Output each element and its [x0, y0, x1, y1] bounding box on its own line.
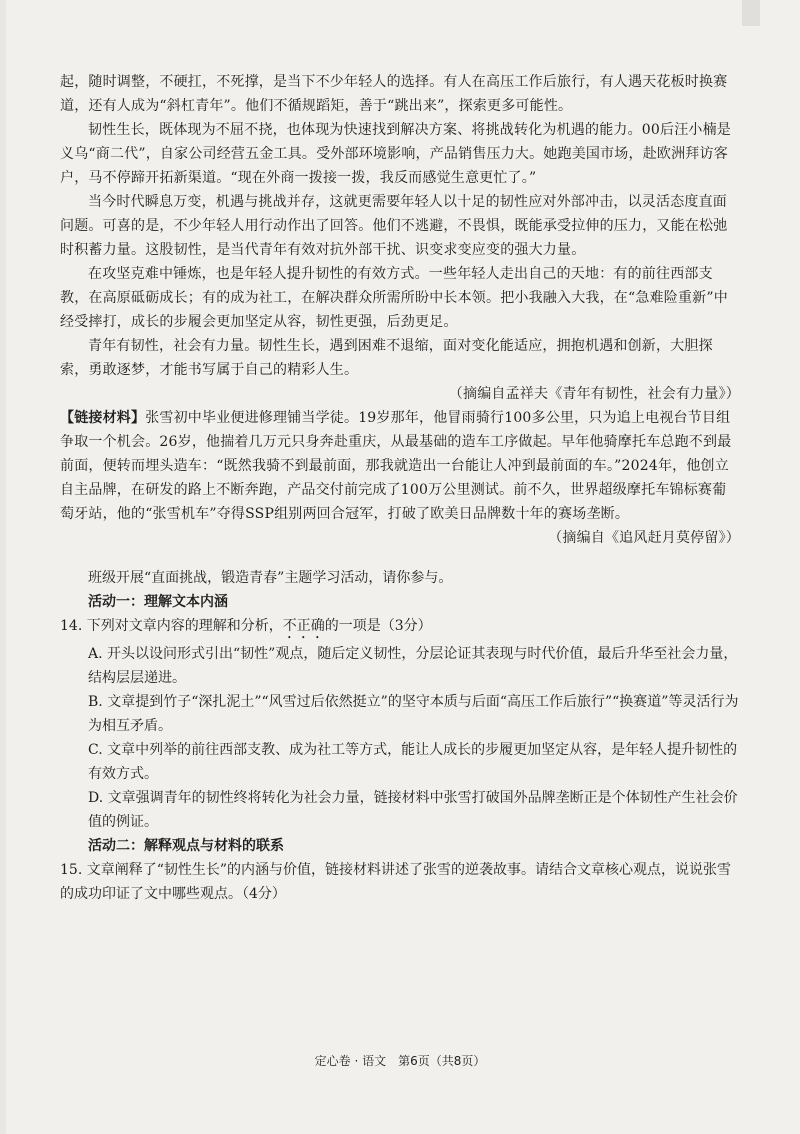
- option-d: D. 文章强调青年的韧性终将转化为社会力量，链接材料中张雪打破国外品牌垄断正是个体韧性产生社会价值的例证。: [88, 790, 738, 830]
- question-15-number: 15.: [60, 862, 83, 878]
- link-material: [60, 406, 740, 526]
- article-paragraph-5: 青年有韧性，社会有力量。韧性生长，遇到困难不退缩，面对变化能适应，拥抱机遇和创新，大胆探索，勇敢逐梦，才能书写属于自己的精彩人生。: [60, 338, 713, 378]
- question-14-stem-a: 下列对文章内容的理解和分析，: [86, 618, 283, 634]
- article-paragraph-2: 韧性生长，既体现为不屈不挠，也体现为快速找到解决方案、将挑战转化为机遇的能力。00后汪小楠是义乌“商二代”，自家公司经营五金工具。受外部环境影响，产品销售压力大。她跑美国市场，赴欧洲拜访客户，马不停蹄开拓新渠道。“现在外商一拨接一拨，我反而感觉生意更忙了。”: [60, 122, 732, 186]
- question-14-stem: [60, 614, 745, 642]
- page-footer: 定心卷 · 语文 第6页（共8页）: [314, 1054, 486, 1068]
- questions-section: [60, 566, 745, 906]
- article-paragraph-4: 在攻坚克难中锤炼，也是年轻人提升韧性的有效方式。一些年轻人走出自己的天地：有的前往西部支教，在高原砥砺成长；有的成为社工，在解决群众所需所盼中长本领。把小我融入大我，在“急难险重新”中经受摔打，成长的步履会更加坚定从容，韧性更强，后劲更足。: [60, 266, 728, 330]
- link-material-tag: 【链接材料】: [60, 410, 146, 426]
- option-a: A. 开头以设问形式引出“韧性”观点，随后定义韧性，分层论证其表现与时代价值，最后升华至社会力量，结构层层递进。: [88, 646, 738, 686]
- question-15-text: 文章阐释了“韧性生长”的内涵与价值，链接材料讲述了张雪的逆袭故事。请结合文章核心观点，说说张雪的成功印证了文中哪些观点。（4分）: [60, 862, 732, 902]
- article-paragraph-1: 起，随时调整，不硬扛，不死撑，是当下不少年轻人的选择。有人在高压工作后旅行，有人遇天花板时换赛道，还有人成为“斜杠青年”。他们不循规蹈矩，善于“跳出来”，探索更多可能性。: [60, 74, 728, 114]
- option-b: B. 文章提到竹子“深扎泥土”“风雪过后依然挺立”的坚守本质与后面“高压工作后旅行”“换赛道”等灵活行为为相互矛盾。: [88, 694, 739, 734]
- article-paragraph-3: 当今时代瞬息万变，机遇与挑战并存，这就更需要年轻人以十足的韧性应对外部冲击，以灵活态度直面问题。可喜的是，不少年轻人用行动作出了回答。他们不逃避，不畏惧，既能承受拉伸的压力，又能在松弛时积蓄力量。这股韧性，是当代青年有效对抗外部干扰、识变求变应变的强大力量。: [60, 194, 728, 258]
- scan-corner-mark: [742, 0, 760, 26]
- question-14-stem-b: 的一项是（3分）: [324, 618, 432, 634]
- link-material-text: 张雪初中毕业便进修理铺当学徒。19岁那年，他冒雨骑行100多公里，只为追上电视台节目组争取一个机会。26岁，他揣着几万元只身奔赴重庆，从最基础的造车工序做起。早年他骑摩托车总跑不到最前面，便转而埋头造车：“既然我骑不到最前面，那我就造出一台能让人冲到最前面的车。”2024年，他创立自主品牌，在研发的路上不断奔跑，产品交付前完成了100万公里测试。前不久，世界超级摩托车锦标赛葡萄牙站，他的“张雪机车”夺得SSP组别两回合冠军，打破了欧美日品牌数十年的赛场垄断。: [60, 410, 732, 522]
- activity-2-heading: 活动二：解释观点与材料的联系: [88, 838, 284, 854]
- question-15: [60, 858, 745, 906]
- article-source: （摘编自孟祥夫《青年有韧性，社会有力量》）: [448, 386, 740, 402]
- activity-intro: 班级开展“直面挑战，锻造青春”主题学习活动，请你参与。: [88, 570, 453, 586]
- option-c: C. 文章中列举的前往西部支教、成为社工等方式，能让人成长的步履更加坚定从容，是年轻人提升韧性的有效方式。: [88, 742, 738, 782]
- activity-1-heading: 活动一：理解文本内涵: [88, 594, 228, 610]
- article-body: [60, 70, 740, 550]
- question-14-emphasis: 不正确: [282, 618, 325, 634]
- scan-edge-left: [0, 0, 6, 1134]
- link-material-source: （摘编自《追风赶月莫停留》）: [548, 530, 740, 546]
- question-14-number: 14.: [60, 618, 83, 634]
